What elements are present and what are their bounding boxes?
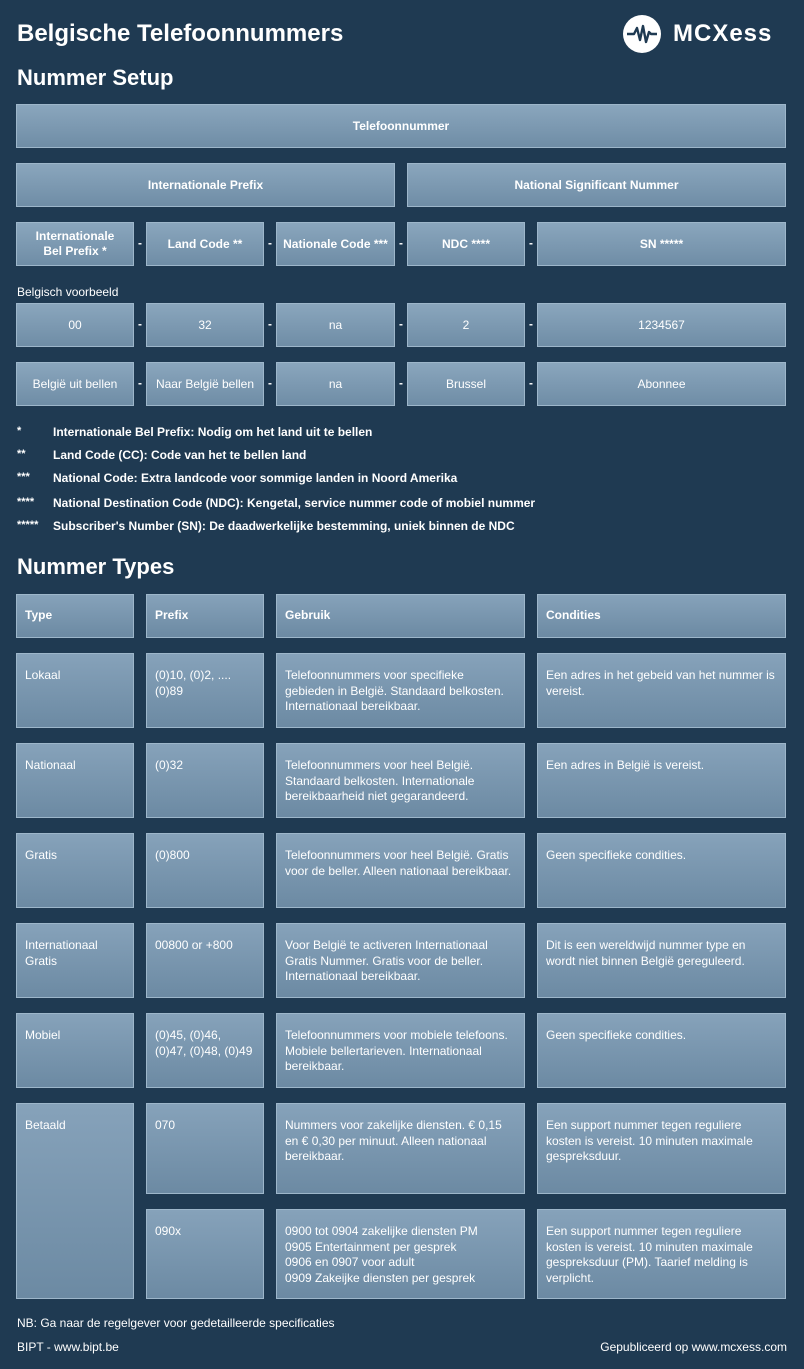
separator: - xyxy=(399,376,403,390)
separator: - xyxy=(138,236,142,250)
table-cell-conditions: Een support nummer tegen reguliere kosten is vereist. 10 minuten maximale gespreksduur (PM). Taarief melding is verplicht. xyxy=(537,1209,786,1299)
separator: - xyxy=(529,376,533,390)
separator: - xyxy=(138,317,142,331)
footnote-text: Land Code (CC): Code van het te bellen land xyxy=(53,448,307,462)
footer-note: NB: Ga naar de regelgever voor gedetailleerde specificaties xyxy=(17,1316,335,1330)
types-heading: Nummer Types xyxy=(17,554,175,579)
example-bel-prefix: 00 xyxy=(16,303,134,347)
table-cell-prefix: (0)45, (0)46, (0)47, (0)48, (0)49 xyxy=(146,1013,264,1088)
table-cell-conditions: Geen specifieke condities. xyxy=(537,833,786,908)
column-header-gebruik: Gebruik xyxy=(276,594,525,638)
footer-source: BIPT - www.bipt.be xyxy=(17,1340,119,1354)
table-cell-conditions: Een adres in België is vereist. xyxy=(537,743,786,818)
example-sn: 1234567 xyxy=(537,303,786,347)
page-title: Belgische Telefoonnummers xyxy=(17,20,344,47)
setup-col-land-code: Land Code ** xyxy=(146,222,264,266)
example-nationale-code: na xyxy=(276,303,395,347)
footnote-symbol: * xyxy=(17,425,22,437)
setup-nsn: National Significant Nummer xyxy=(407,163,786,207)
table-cell-type: Gratis xyxy=(16,833,134,908)
table-cell-prefix: 00800 or +800 xyxy=(146,923,264,998)
table-cell-prefix: (0)800 xyxy=(146,833,264,908)
footnote-symbol: ***** xyxy=(17,519,39,531)
footnote-text: National Code: Extra landcode voor sommige landen in Noord Amerika xyxy=(53,471,458,485)
example-ndc: 2 xyxy=(407,303,525,347)
footnote-symbol: **** xyxy=(17,496,35,508)
separator: - xyxy=(268,236,272,250)
separator: - xyxy=(268,376,272,390)
table-cell-prefix: 090x xyxy=(146,1209,264,1299)
footer-published: Gepubliceerd op www.mcxess.com xyxy=(600,1340,787,1354)
table-cell-usage: Telefoonnummers voor heel België. Standaard belkosten. Internationale bereikbaarheid niet gegarandeerd. xyxy=(276,743,525,818)
table-cell-prefix: 070 xyxy=(146,1103,264,1194)
table-cell-type: Lokaal xyxy=(16,653,134,728)
column-header-type: Type xyxy=(16,594,134,638)
table-cell-usage: Telefoonnummers voor specifieke gebieden in België. Standaard belkosten. Internationaal bereikbaar. xyxy=(276,653,525,728)
separator: - xyxy=(399,317,403,331)
table-cell-conditions: Dit is een wereldwijd nummer type en wordt niet binnen België gereguleerd. xyxy=(537,923,786,998)
table-cell-conditions: Geen specifieke condities. xyxy=(537,1013,786,1088)
table-cell-usage: 0900 tot 0904 zakelijke diensten PM 0905 Entertainment per gesprek 0906 en 0907 voor adult 0909 Zakeijke diensten per gesprek xyxy=(276,1209,525,1299)
table-cell-usage: Voor België te activeren Internationaal Gratis Nummer. Gratis voor de beller. Internationaal bereikbaar. xyxy=(276,923,525,998)
footnote-text: National Destination Code (NDC): Kengetal, service nummer code of mobiel nummer xyxy=(53,496,536,510)
column-header-prefix: Prefix xyxy=(146,594,264,638)
footnote-symbol: *** xyxy=(17,471,30,483)
meaning-bel-prefix: België uit bellen xyxy=(16,362,134,406)
setup-col-sn: SN ***** xyxy=(537,222,786,266)
example-land-code: 32 xyxy=(146,303,264,347)
setup-col-bel-prefix: Internationale Bel Prefix * xyxy=(16,222,134,266)
table-cell-usage: Nummers voor zakelijke diensten. € 0,15 en € 0,30 per minuut. Alleen nationaal bereikbaar. xyxy=(276,1103,525,1194)
setup-col-ndc: NDC **** xyxy=(407,222,525,266)
table-cell-usage: Telefoonnummers voor mobiele telefoons. Mobiele bellertarieven. Internationaal bereikbaar. xyxy=(276,1013,525,1088)
setup-heading: Nummer Setup xyxy=(17,65,174,90)
brand-name: MCXess xyxy=(673,20,773,47)
table-cell-type: Mobiel xyxy=(16,1013,134,1088)
separator: - xyxy=(268,317,272,331)
setup-international-prefix: Internationale Prefix xyxy=(16,163,395,207)
pulse-icon xyxy=(623,15,661,53)
setup-col-nationale-code: Nationale Code *** xyxy=(276,222,395,266)
separator: - xyxy=(529,236,533,250)
meaning-ndc: Brussel xyxy=(407,362,525,406)
table-cell-conditions: Een support nummer tegen reguliere kosten is vereist. 10 minuten maximale gespreksduur. xyxy=(537,1103,786,1194)
table-cell-type: Internationaal Gratis xyxy=(16,923,134,998)
meaning-nationale-code: na xyxy=(276,362,395,406)
footnote-symbol: ** xyxy=(17,448,26,460)
table-cell-conditions: Een adres in het gebeid van het nummer is vereist. xyxy=(537,653,786,728)
column-header-condities: Condities xyxy=(537,594,786,638)
table-cell-type: Nationaal xyxy=(16,743,134,818)
footnote-text: Subscriber's Number (SN): De daadwerkelijke bestemming, uniek binnen de NDC xyxy=(53,519,515,533)
table-cell-usage: Telefoonnummers voor heel België. Gratis voor de beller. Alleen nationaal bereikbaar. xyxy=(276,833,525,908)
separator: - xyxy=(399,236,403,250)
separator: - xyxy=(529,317,533,331)
example-label: Belgisch voorbeeld xyxy=(17,285,119,299)
footnote-text: Internationale Bel Prefix: Nodig om het land uit te bellen xyxy=(53,425,373,439)
table-cell-type: Betaald xyxy=(16,1103,134,1299)
meaning-land-code: Naar België bellen xyxy=(146,362,264,406)
meaning-sn: Abonnee xyxy=(537,362,786,406)
table-cell-prefix: (0)32 xyxy=(146,743,264,818)
separator: - xyxy=(138,376,142,390)
table-cell-prefix: (0)10, (0)2, .... (0)89 xyxy=(146,653,264,728)
setup-telefoonnummer: Telefoonnummer xyxy=(16,104,786,148)
brand-logo xyxy=(623,15,793,53)
